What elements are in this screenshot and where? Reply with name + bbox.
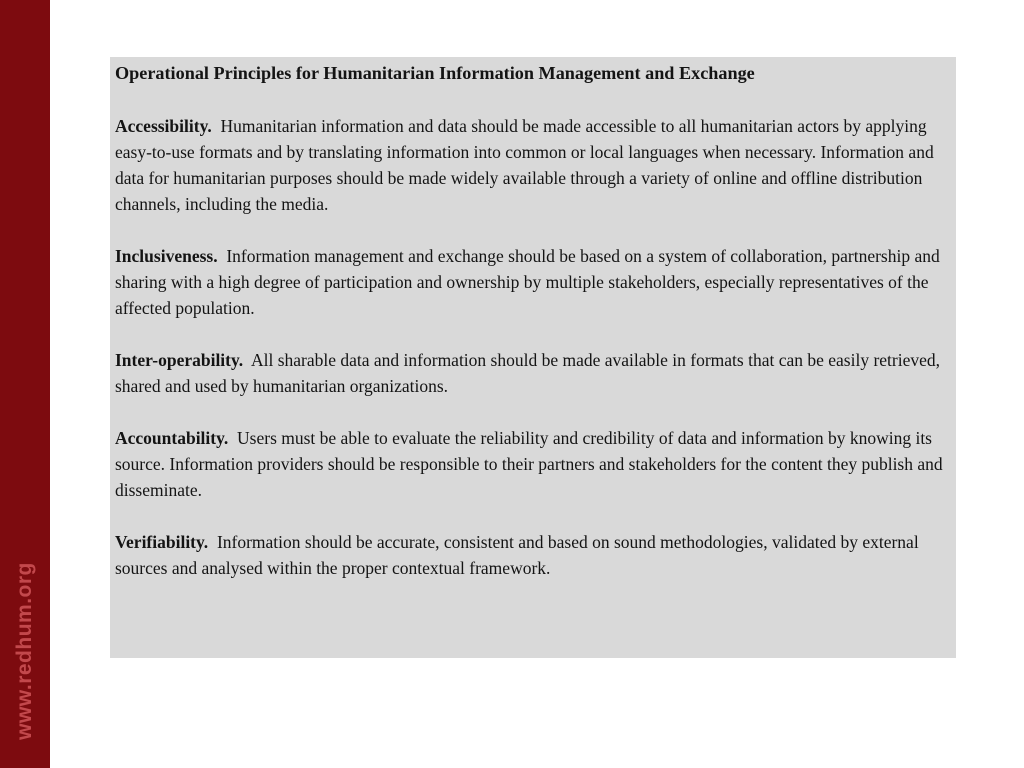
principle-term: Inclusiveness. [115,246,218,266]
principle-verifiability [115,529,961,581]
principle-term: Inter-operability. [115,350,244,370]
principle-text: Humanitarian information and data should be made accessible to all humanitarian actors by applying easy-to-use formats and by translating information into common or local languages when necessary. Information and data for humanitarian purposes should be made widely available through a variety of online and offline distribution channels, including the media. [115,116,934,214]
principle-term: Accountability. [115,428,229,448]
sidebar-band [0,0,50,768]
document-title: Operational Principles for Humanitarian Information Management and Exchange [115,63,755,83]
principle-text: Users must be able to evaluate the reliability and credibility of data and information by knowing its source. Information providers should be responsible to their partners and stakeholders for the content they publish and disseminate. [115,428,943,500]
principle-accountability [115,425,961,503]
principle-text: Information should be accurate, consistent and based on sound methodologies, validated by external sources and analysed within the proper contextual framework. [115,532,919,578]
principles-box [110,57,956,658]
website-url-label: www.redhum.org [13,562,36,740]
principle-text: Information management and exchange should be based on a system of collaboration, partnership and sharing with a high degree of participation and ownership by multiple stakeholders, especially representatives of the affected population. [115,246,940,318]
principle-term: Accessibility. [115,116,212,136]
principle-inclusiveness [115,243,961,321]
principle-text: All sharable data and information should be made available in formats that can be easily retrieved, shared and used by humanitarian organizations. [115,350,941,396]
principle-inter-operability [115,347,961,399]
principle-term: Verifiability. [115,532,209,552]
principle-accessibility [115,113,961,217]
